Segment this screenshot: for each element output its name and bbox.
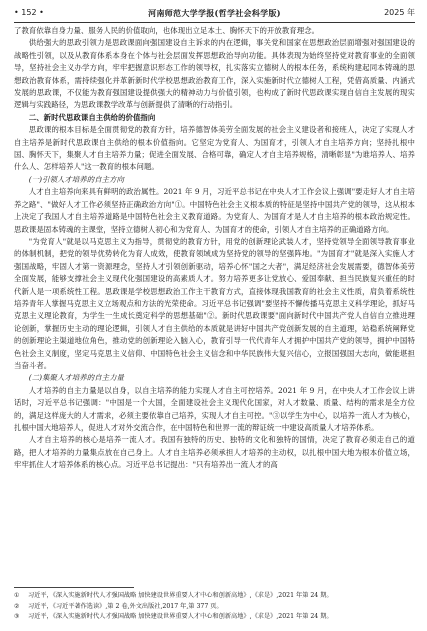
- footnote: [14, 602, 415, 613]
- article-body: [14, 25, 415, 472]
- footnote-text: 习近平，《深入实施新时代人才强国战略 加快建设世界重要人才中心和创新高地》,《求是》,2021 年第 24 期。: [28, 592, 333, 599]
- paragraph: 思政课的根本目标是全面贯彻党的教育方针，培养德智体美劳全面发展的社会主义建设者和接班人，决定了实现人才自主培养是新时代思政课自主供给的根本价值指向。它坚定为党育人、为国育才，引领人才自主培养方向；坚持扎根中国、胸怀天下，集聚人才自主培养力量；促进全面发展、合格可靠，确定人才自主培养规格，清晰彰显"为谁培养人、培养什么人、怎样培养人"这一教育的根本问题。: [14, 125, 415, 172]
- page-number: • 152 •: [14, 8, 44, 17]
- journal-title: 河南师范大学学报(哲学社会科学版): [148, 8, 281, 18]
- paragraph: 人才自主培养向来具有鲜明的政治属性。2021 年 9 月，习近平总书记在中央人才工作会议上强调"要走好人才自主培养之路"、"做好人才工作必须坚持正确政治方向"①。中国特色社会主义根本质的特征是坚持中国共产党的领导，这从根本上决定了我国人才自主培养道路是中国特色社会主义教育道路。为党育人、为国育才是人才自主培养的根本政治规定性。思政课是固本铸魂的主课堂，坚持立德树人初心和为党育人、为国育才的使命，引领人才自主培养的正确道路方向。: [14, 187, 415, 234]
- paragraph: 了教育依靠自身力量、服务人民的价值取向，也体现出立足本土、胸怀天下的开放教育理念。: [14, 26, 320, 35]
- footnote-divider: [14, 587, 134, 588]
- paragraph: "为党育人"就是以马克思主义为指导，贯彻党的教育方针，用党的创新理论武装人才，坚持党领导全面领导教育事业的体制机制，把党的领导优势转化为育人成效，使教育领域成为坚持党的领导的坚强阵地。"为国育才"就是深入实施人才强国战略，牢固人才第一资源理念，坚持人才引领创新驱动，培养心怀"国之大者"，满足经济社会发展需要，德智体美劳全面发展，能够支撑社会主义现代化强国建设的高素质人才。努力培养更多让党放心、爱国奉献、担当民族复兴重任的时代新人是一项系统性工程。思政课是学校思想政治工作主干教育方式，直接体现我国教育的社会主义性质，肩负着系统性培养青年人掌握马克思主义立场观点和方法的光荣使命。习近平总书记强调"要坚持不懈传播马克思主义科学理论，抓好马克思主义理论教育，为学生一生成长奠定科学的思想基础"②。新时代思政课要"面向新时代中国共产党人自信自立推进理论创新，掌握历史主动的理论逻辑，引领人才自主供给的本质就是讲好中国共产党创新发展的自主道理，站稳系统阐释党的创新理论主渠道地位角色，推动党的创新理论入脑入心，教育引导一代代青年人才拥护中国共产党的领导，拥护中国特色社会主义制度，坚定马克思主义信仰、中国特色社会主义信念和中华民族伟大复兴信心，立报国强国大志向，做能堪担当奋斗者。: [14, 236, 415, 370]
- footnote-mark: ②: [14, 602, 20, 610]
- running-header: [14, 6, 415, 23]
- subsection-heading: (二)集聚人才培养的自主力量: [28, 373, 124, 383]
- footnote: [14, 591, 415, 602]
- footnote-mark: ①: [14, 592, 20, 599]
- footnote: [14, 612, 415, 623]
- publication-year: 2025 年: [384, 8, 415, 17]
- footnote-mark: ③: [14, 613, 20, 620]
- footnote-text: 习近平，《习近平著作选读》,第 2 卷,外文出版社,2017 年,第 377 页。: [28, 602, 223, 610]
- section-heading: 二、新时代思政课自主供给的价值指向: [28, 112, 156, 122]
- paragraph: 供给强大的思政引领力是思政课面向强国建设自主诉求的内在逻辑，事关党和国家在思想政治层面增强对强国建设的战略性引领，以及从教育体系本身在个体与社会层面发挥思想政治导向功能。具体表现为始终坚持党对教育事业的全面领导，坚持社会主义办学方向，牢牢把握意识形态工作的领导权，扎实落实立德树人的根本任务，系统构建起同本铸魂的思想政治教育体系，需持续强化并革新新时代学校思想政治教育工作，深入实施新时代立德树人工程，凭借高质量、内涵式发展的思政课，不仅能为教育强国建设提供强大的精神动力与价值引领，也构成了新时代思政课实现自信自主发展的现实逻辑与实践路径，为思政课教学改革与创新提供了清晰的行动指引。: [14, 38, 415, 110]
- subsection-heading: (一)引领人才培养的自主方向: [28, 174, 124, 184]
- paragraph: 人才自主培养的核心是培养一流人才。我国有独特的历史、独特的文化和独特的国情，决定了教育必须走自己的道路，把人才培养的力量集点放在自己身上。人才自主培养必须承担人才培养的主动权，以扎根中国大地为根本价值立场，牢牢抓住人才培养体系的核心点。习近平总书记提出："只有培养出一流人才的高: [14, 435, 415, 470]
- paragraph: 人才培养的自主力量是以自身，以自主培养的能力实现人才自主可控培养。2021 年 9 月，在中央人才工作会议上讲话时，习近平总书记强调："中国是一个大国，全面建设社会主义现代化国家，对人才数量、质量、结构的需求是全方位的，满足这样庞大的人才需求，必须主要依靠自己培养，实现人才自主可控。"③以学生为中心，以培养一流人才为核心，扎根中国大地培养人，促进人才对外交流合作，在中国特色和世界一流的辩证统一中建设高质量人才培养体系。: [14, 385, 415, 432]
- footnotes: [14, 587, 415, 623]
- footnote-text: 习近平，《深入实施新时代人才强国战略 加快建设世界重要人才中心和创新高地》,《求是》,2021 年第 24 期。: [28, 613, 333, 620]
